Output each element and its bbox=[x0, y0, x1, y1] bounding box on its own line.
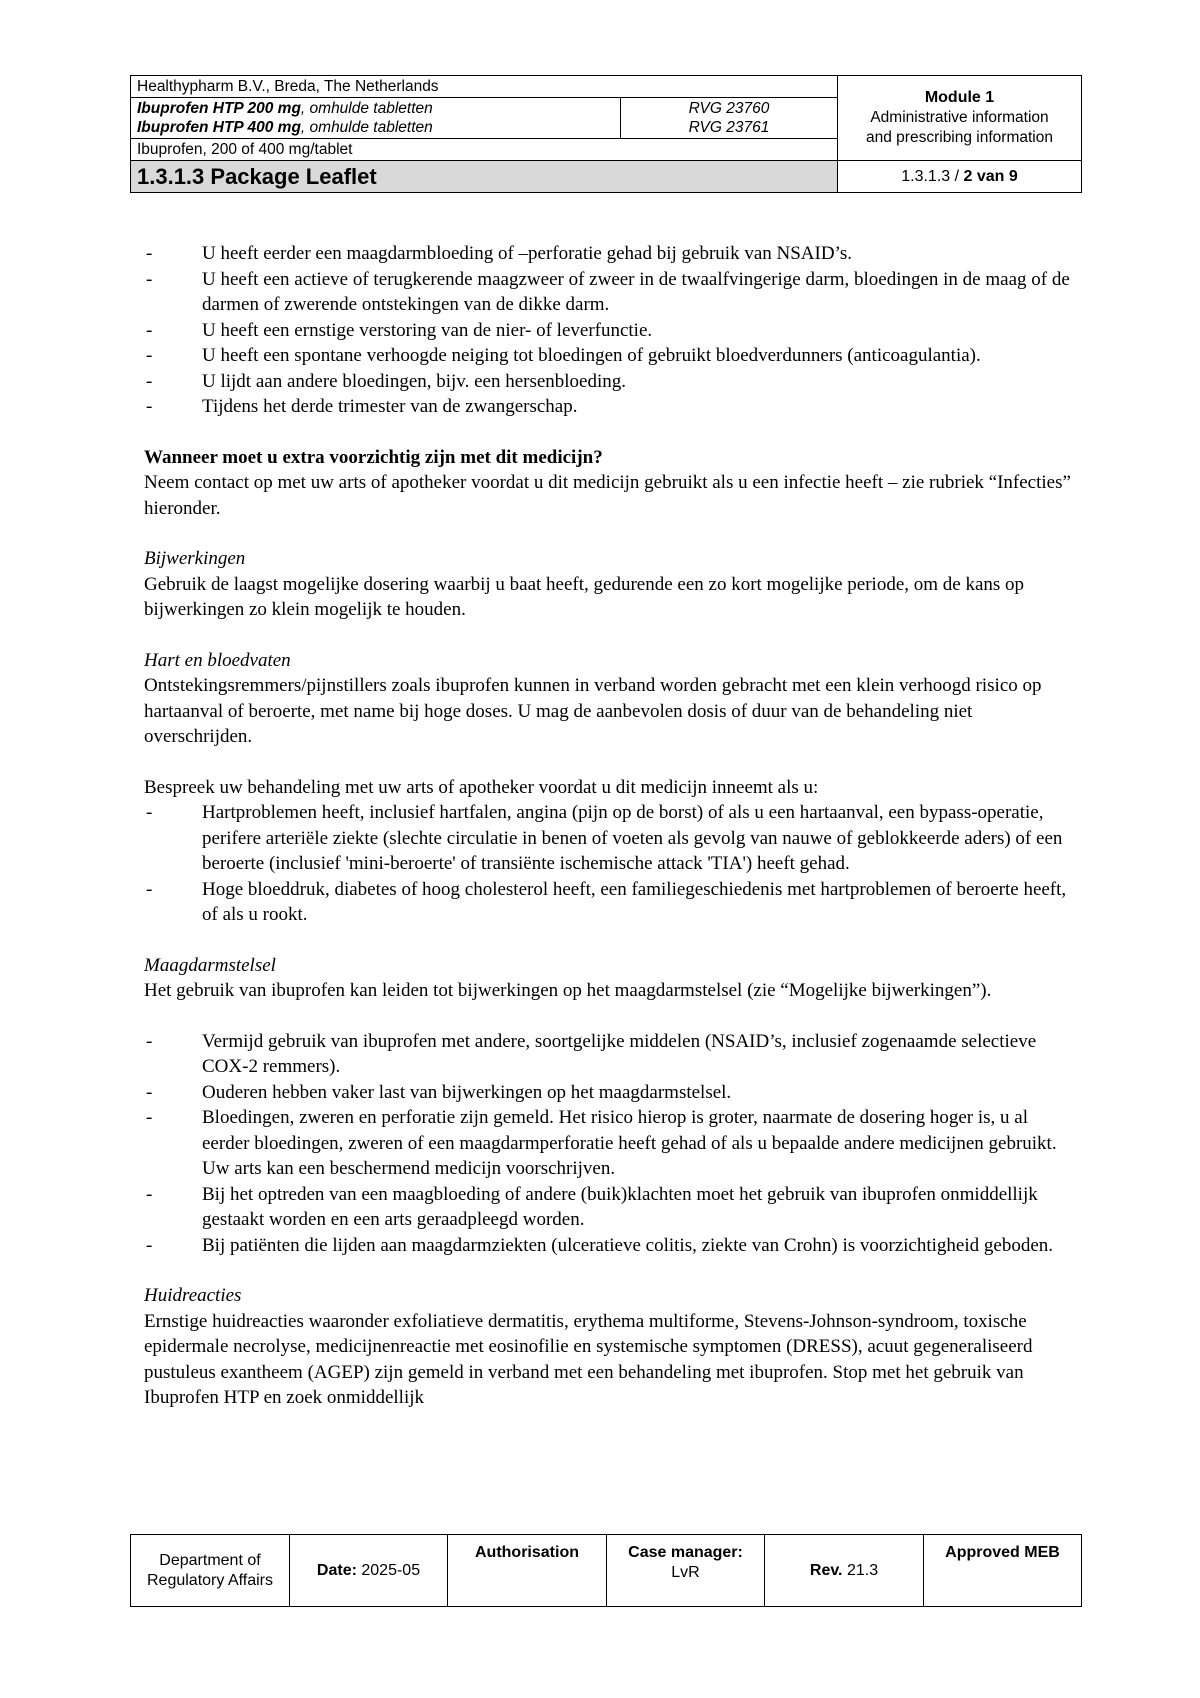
module-line-1: Administrative information bbox=[870, 109, 1049, 126]
list-item: - U lijdt aan andere bloedingen, bijv. een hersenbloeding. bbox=[144, 369, 1074, 395]
rvg-numbers bbox=[621, 98, 838, 139]
authorisation-label: Authorisation bbox=[475, 1544, 579, 1561]
date-cell bbox=[290, 1535, 448, 1607]
heart-text: Ontstekingsremmers/pijnstillers zoals ibuprofen kunnen in verband worden gebracht met een klein verhoogd risico op hartaanval of beroerte, met name bij hoge doses. U mag de aanbevolen dosis of duur van de behandeling niet overschrijden. bbox=[144, 675, 1042, 747]
contraindication-list bbox=[144, 241, 1074, 420]
skin-heading: Huidreacties bbox=[144, 1285, 242, 1306]
document-header bbox=[130, 75, 1082, 193]
page-number: 2 van 9 bbox=[963, 168, 1018, 185]
careful-heading: Wanneer moet u extra voorzichtig zijn met dit medicijn? bbox=[144, 446, 603, 468]
list-item: - Hoge bloeddruk, diabetes of hoog cholesterol heeft, een familiegeschiedenis met hartproblemen of beroerte heeft, of als u rookt. bbox=[144, 877, 1074, 928]
section-title: 1.3.1.3 Package Leaflet bbox=[131, 161, 838, 193]
product-1-name: Ibuprofen HTP 200 mg bbox=[137, 100, 301, 117]
product-2-name: Ibuprofen HTP 400 mg bbox=[137, 119, 301, 136]
date-value: 2025-05 bbox=[356, 1561, 421, 1579]
product-names bbox=[131, 98, 621, 139]
module-line-2: and prescribing information bbox=[866, 129, 1053, 146]
revision-value: 21.3 bbox=[842, 1561, 879, 1579]
list-item: - U heeft een spontane verhoogde neiging tot bloedingen of gebruikt bloedverdunners (anticoagulantia). bbox=[144, 343, 1074, 369]
list-item: - U heeft een ernstige verstoring van de nier- of leverfunctie. bbox=[144, 318, 1074, 344]
list-item: - Bij patiënten die lijden aan maagdarmziekten (ulceratieve colitis, ziekte van Crohn) is voorzichtigheid geboden. bbox=[144, 1233, 1074, 1259]
module-title: Module 1 bbox=[924, 89, 995, 106]
gi-heading: Maagdarmstelsel bbox=[144, 954, 276, 976]
leaflet-content bbox=[144, 241, 1074, 1411]
side-effects-heading: Bijwerkingen bbox=[144, 548, 246, 569]
careful-text: Neem contact op met uw arts of apotheker voordat u dit medicijn gebruikt als u een infectie heeft – zie rubriek “Infecties” hieronder. bbox=[144, 472, 1071, 519]
skin-text: Ernstige huidreacties waaronder exfoliatieve dermatitis, erythema multiforme, Stevens-Johnson-syndroom, toxische epidermale necrolyse, medicijnenreactie met eosinofilie en systemische symptomen (DRESS), acuut gegeneraliseerd pustuleus exantheem (AGEP) zijn gemeld in verband met een behandeling met ibuprofen. Stop met het gebruik van Ibuprofen HTP en zoek onmiddellijk bbox=[144, 1310, 1033, 1408]
list-item: - Vermijd gebruik van ibuprofen met andere, soortgelijke middelen (NSAID’s, inclusief zogenaamde selectieve COX-2 remmers). bbox=[144, 1029, 1074, 1080]
approved-cell bbox=[924, 1535, 1082, 1607]
module-info bbox=[838, 76, 1082, 161]
page-prefix: 1.3.1.3 / bbox=[901, 168, 964, 185]
authorisation-cell bbox=[448, 1535, 607, 1607]
department-line-1: Department of bbox=[159, 1551, 261, 1569]
document-footer bbox=[130, 1534, 1082, 1607]
list-item: - Ouderen hebben vaker last van bijwerkingen op het maagdarmstelsel. bbox=[144, 1080, 1074, 1106]
list-item: - Bloedingen, zweren en perforatie zijn gemeld. Het risico hierop is groter, naarmate de dosering hoger is, u al eerder bloedingen, zweren of een maagdarmperforatie heeft gehad of als u bepaalde andere medicijnen gebruikt. Uw arts kan een beschermend medicijn voorschrijven. bbox=[144, 1105, 1074, 1182]
gi-text: Het gebruik van ibuprofen kan leiden tot bijwerkingen op het maagdarmstelsel (zie “Mogelijke bijwerkingen”). bbox=[144, 980, 992, 1001]
discuss-text: Bespreek uw behandeling met uw arts of apotheker voordat u dit medicijn inneemt als u: bbox=[144, 776, 819, 798]
gi-list bbox=[144, 1029, 1074, 1259]
case-manager-cell bbox=[607, 1535, 765, 1607]
product-1-form: , omhulde tabletten bbox=[300, 100, 433, 117]
side-effects-text: Gebruik de laagst mogelijke dosering waarbij u baat heeft, gedurende een zo kort mogelijke periode, om de kans op bijwerkingen zo klein mogelijk te houden. bbox=[144, 573, 1025, 620]
revision-cell bbox=[765, 1535, 924, 1607]
list-item: - Tijdens het derde trimester van de zwangerschap. bbox=[144, 394, 1074, 420]
date-label: Date: bbox=[316, 1561, 357, 1579]
revision-label: Rev. bbox=[809, 1561, 843, 1579]
list-item: - Hartproblemen heeft, inclusief hartfalen, angina (pijn op de borst) of als u een hartaanval, een bypass-operatie, perifere arteriële ziekte (slechte circulatie in benen of voeten als gevolg van nauwe of geblokkeerde aders) of een beroerte (inclusief 'mini-beroerte' of transiënte ischemische attack 'TIA') heeft gehad. bbox=[144, 800, 1074, 877]
product-2-form: , omhulde tabletten bbox=[300, 119, 433, 136]
approved-label: Approved MEB bbox=[945, 1544, 1060, 1561]
heart-heading: Hart en bloedvaten bbox=[144, 649, 291, 671]
list-item: - Bij het optreden van een maagbloeding of andere (buik)klachten moet het gebruik van ibuprofen onmiddellijk gestaakt worden en een arts geraadpleegd worden. bbox=[144, 1182, 1074, 1233]
case-manager-value: LvR bbox=[671, 1564, 700, 1581]
substance-line: Ibuprofen, 200 of 400 mg/tablet bbox=[131, 139, 838, 161]
case-manager-label: Case manager: bbox=[628, 1544, 743, 1561]
heart-risk-list bbox=[144, 800, 1074, 928]
list-item: - U heeft eerder een maagdarmbloeding of –perforatie gehad bij gebruik van NSAID’s. bbox=[144, 241, 1074, 267]
list-item: - U heeft een actieve of terugkerende maagzweer of zweer in de twaalfvingerige darm, bloedingen in de maag of de darmen of zwerende ontstekingen van de dikke darm. bbox=[144, 267, 1074, 318]
product-2-rvg: RVG 23761 bbox=[688, 119, 770, 136]
department bbox=[131, 1535, 290, 1607]
page-indicator bbox=[838, 161, 1082, 193]
product-1-rvg: RVG 23760 bbox=[688, 100, 770, 117]
department-line-2: Regulatory Affairs bbox=[147, 1571, 273, 1589]
company-name: Healthypharm B.V., Breda, The Netherlands bbox=[131, 76, 838, 98]
